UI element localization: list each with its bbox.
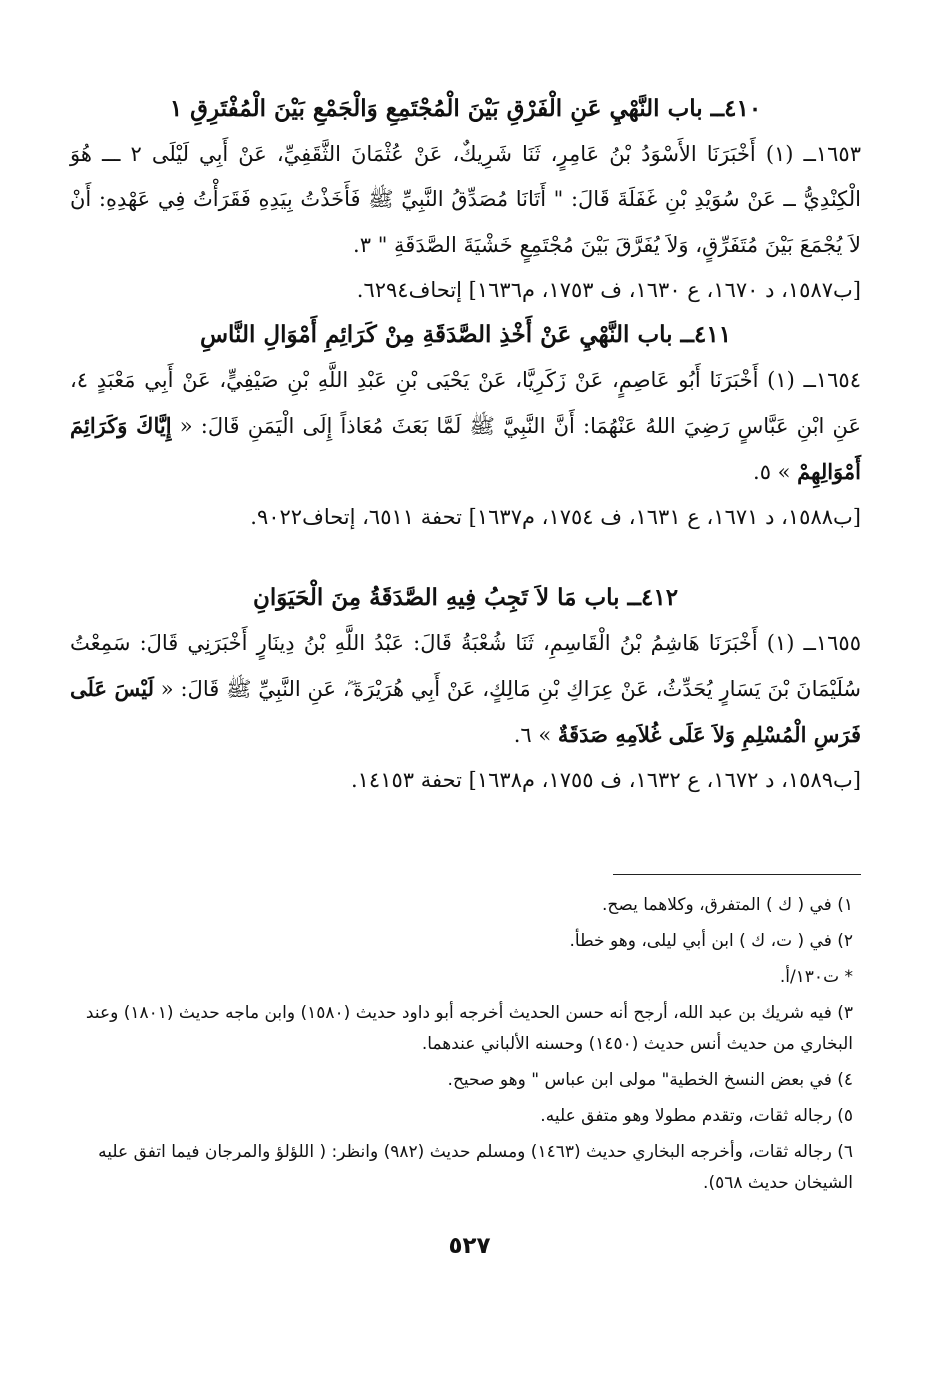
- hadith-text: [70, 132, 861, 268]
- section-spacer: [70, 545, 861, 581]
- chapter-heading: ٤١٠ــ باب النَّهْيِ عَنِ الْفَرْقِ بَيْنَ الْمُجْتَمِعِ وَالْجَمْعِ بَيْنَ الْمُفْتَرِقِ ١: [169, 95, 762, 122]
- footnote-5: ٥) رجاله ثقات، وتقدم مطولا وهو متفق عليه.: [540, 1106, 853, 1126]
- prophetic-quote: إِيَّاكَ وَكَرَائِمَ أَمْوَالِهِمْ: [70, 413, 861, 484]
- reference-line: [ب١٥٨٨، د ١٦٧١، ع ١٦٣١، ف ١٧٥٤، م١٦٣٧] تحفة ٦٥١١، إتحاف٩٠٢٢.: [250, 505, 861, 529]
- footnote-folio: * ت١٣٠/أ.: [779, 967, 853, 987]
- section-411: [70, 318, 861, 537]
- chapter-heading: ٤١٢ــ باب مَا لاَ تَجِبُ فِيهِ الصَّدَقَةُ مِنَ الْحَيَوَانِ: [252, 584, 679, 611]
- hadith-text: [70, 621, 861, 758]
- hadith-lead: ١٦٥٣ــ (١) أَخْبَرَنَا الأَسْوَدُ بْنُ عَامِرٍ، ثَنَا شَرِيكٌ، عَنْ عُثْمَانَ الثَّقَفِيِّ، عَنْ أَبِي لَيْلَى ٢ ـــ هُوَ الْكِنْدِيُّ ــ عَنْ سُوَيْدِ بْنِ غَفَلَةَ قَالَ: " أَتَانَا مُصَدِّقُ النَّبِيِّ ﷺ فَأَخَذْتُ بِيَدِهِ فَقَرَأْتُ فِي عَهْدِهِ: أَنْ لاَ يُجْمَعَ بَيْنَ مُتَفَرِّقٍ، وَلاَ يُفَرَّقَ بَيْنَ مُجْتَمِعٍ خَشْيَةَ الصَّدَقَةِ " ٣.: [70, 142, 861, 257]
- hadith-tail: » ٦.: [513, 723, 558, 747]
- hadith-tail: » ٥.: [753, 460, 798, 484]
- footnote-3: ٣) فيه شريك بن عبد الله، أرجح أنه حسن الحديث أخرجه أبو داود حديث (١٥٨٠) وابن ماجه حديث (١٨٠١) وعند البخاري من حديث أنس حديث (١٤٥٠) وحسنه الألباني عندهما.: [85, 1003, 853, 1054]
- footnote-6: ٦) رجاله ثقات، وأخرجه البخاري حديث (١٤٦٣) ومسلم حديث (٩٨٢) وانظر: ( اللؤلؤ والمرجان فيما اتفق عليه الشيخان حديث ٥٦٨).: [98, 1142, 853, 1193]
- footnotes: [70, 890, 853, 1204]
- footnote-1: ١) في ( ك ) المتفرق، وكلاهما يصح.: [602, 895, 853, 915]
- section-412: [70, 581, 861, 800]
- prophetic-quote: لَيْسَ عَلَى فَرَسِ الْمُسْلِمِ وَلاَ عَلَى غُلاَمِهِ صَدَقَةٌ: [70, 676, 861, 747]
- footnote-4: ٤) في بعض النسخ الخطية" مولى ابن عباس " وهو صحيح.: [447, 1070, 853, 1090]
- reference-line: [ب١٥٨٩، د ١٦٧٢، ع ١٦٣٢، ف ١٧٥٥، م١٦٣٨] تحفة ١٤١٥٣.: [350, 768, 861, 792]
- chapter-heading: ٤١١ــ باب النَّهْيِ عَنْ أَخْذِ الصَّدَقَةِ مِنْ كَرَائِمِ أَمْوَالِ النَّاسِ: [199, 321, 732, 348]
- hadith-lead: ١٦٥٤ــ (١) أَخْبَرَنَا أَبُو عَاصِمٍ، عَنْ زَكَرِيَّا، عَنْ يَحْيَى بْنِ عَبْدِ اللَّهِ بْنِ صَيْفِيٍّ، عَنْ أَبِي مَعْبَدٍ ٤، عَنِ ابْنِ عَبَّاسٍ رَضِيَ اللهُ عَنْهُمَا: أَنَّ النَّبِيَّ ﷺ لَمَّا بَعَثَ مُعَاذاً إِلَى الْيَمَنِ قَالَ: «: [70, 368, 861, 438]
- hadith-lead: ١٦٥٥ــ (١) أَخْبَرَنَا هَاشِمُ بْنُ الْقَاسِمِ، ثَنَا شُعْبَةُ قَالَ: عَبْدُ اللَّهِ بْنُ دِينَارٍ أَخْبَرَنِي قَالَ: سَمِعْتُ سُلَيْمَانَ بْنَ يَسَارٍ يُحَدِّثُ، عَنْ عِرَاكِ بْنِ مَالِكٍ، عَنْ أَبِي هُرَيْرَةَ ؓ، عَنِ النَّبِيِّ ﷺ قَالَ: «: [70, 631, 861, 701]
- main-text: [70, 92, 861, 808]
- page-number: ٥٢٧: [448, 1233, 491, 1259]
- section-410: [70, 92, 861, 310]
- reference-line: [ب١٥٨٧، د ١٦٧٠، ع ١٦٣٠، ف ١٧٥٣، م١٦٣٦] إتحاف٦٢٩٤.: [356, 278, 861, 302]
- footnote-divider: [613, 874, 861, 875]
- hadith-text: [70, 358, 861, 495]
- footnote-2: ٢) في ( ت، ك ) ابن أبي ليلى، وهو خطأ.: [569, 931, 853, 951]
